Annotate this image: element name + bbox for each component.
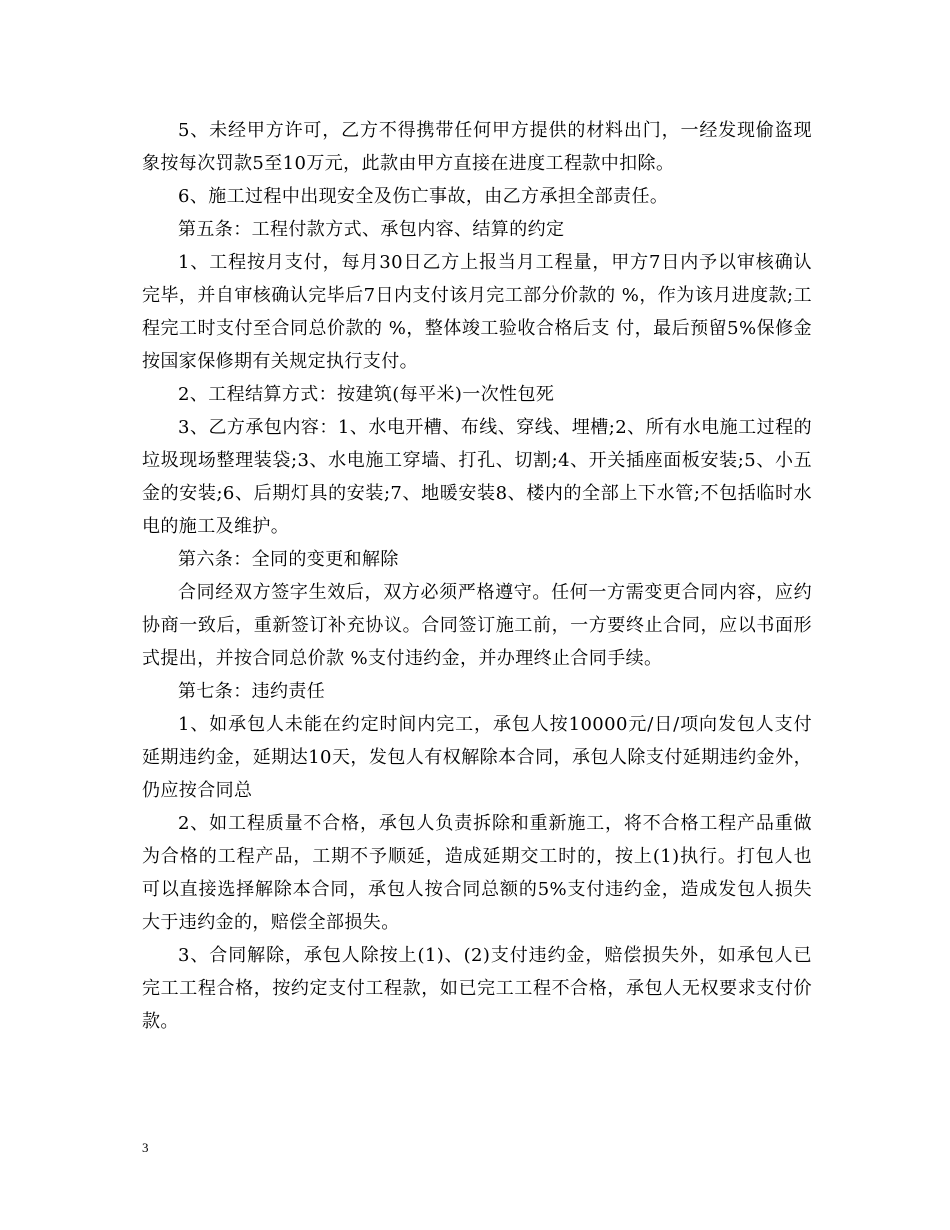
document-body [142, 114, 812, 1038]
clause-paragraph: 合同经双方签字生效后，双方必须严格遵守。任何一方需变更合同内容，应约协商一致后，重新签订补充协议。合同签订施工前，一方要终止合同，应以书面形式提出，并按合同总价款 %支付违约金，并办理终止合同手续。 [142, 582, 812, 669]
article-heading: 第五条：工程付款方式、承包内容、结算的约定 [178, 219, 565, 240]
page-number: 3 [142, 1140, 149, 1155]
clause-paragraph: 3、合同解除，承包人除按上(1)、(2)支付违约金，赔偿损失外，如承包人已完工工程合格，按约定支付工程款，如已完工工程不合格，承包人无权要求支付价款。 [142, 945, 812, 1032]
clause-paragraph: 5、未经甲方许可，乙方不得携带任何甲方提供的材料出门，一经发现偷盗现象按每次罚款5至10万元，此款由甲方直接在进度工程款中扣除。 [142, 120, 812, 174]
clause-paragraph: 1、工程按月支付，每月30日乙方上报当月工程量，甲方7日内予以审核确认完毕，并自审核确认完毕后7日内支付该月完工部分价款的 %，作为该月进度款;工程完工时支付至合同总价款的 %，整体竣工验收合格后支 付，最后预留5%保修金按国家保修期有关规定执行支付。 [142, 252, 812, 372]
clause-paragraph: 1、如承包人未能在约定时间内完工，承包人按10000元/日/项向发包人支付延期违约金，延期达10天，发包人有权解除本合同，承包人除支付延期违约金外，仍应按合同总 [142, 714, 812, 801]
article-heading: 第六条：全同的变更和解除 [178, 549, 399, 570]
article-heading: 第七条：违约责任 [178, 681, 326, 702]
clause-paragraph: 2、工程结算方式：按建筑(每平米)一次性包死 [178, 384, 555, 405]
clause-paragraph: 3、乙方承包内容：1、水电开槽、布线、穿线、埋槽;2、所有水电施工过程的垃圾现场整理装袋;3、水电施工穿墙、打孔、切割;4、开关插座面板安装;5、小五金的安装;6、后期灯具的安装;7、地暖安装8、楼内的全部上下水管;不包括临时水电的施工及维护。 [142, 417, 812, 537]
clause-paragraph: 2、如工程质量不合格，承包人负责拆除和重新施工，将不合格工程产品重做为合格的工程产品，工期不予顺延，造成延期交工时的，按上(1)执行。打包人也可以直接选择解除本合同，承包人按合同总额的5%支付违约金，造成发包人损失大于违约金的，赔偿全部损失。 [142, 813, 812, 933]
clause-paragraph: 6、施工过程中出现安全及伤亡事故，由乙方承担全部责任。 [178, 186, 669, 207]
